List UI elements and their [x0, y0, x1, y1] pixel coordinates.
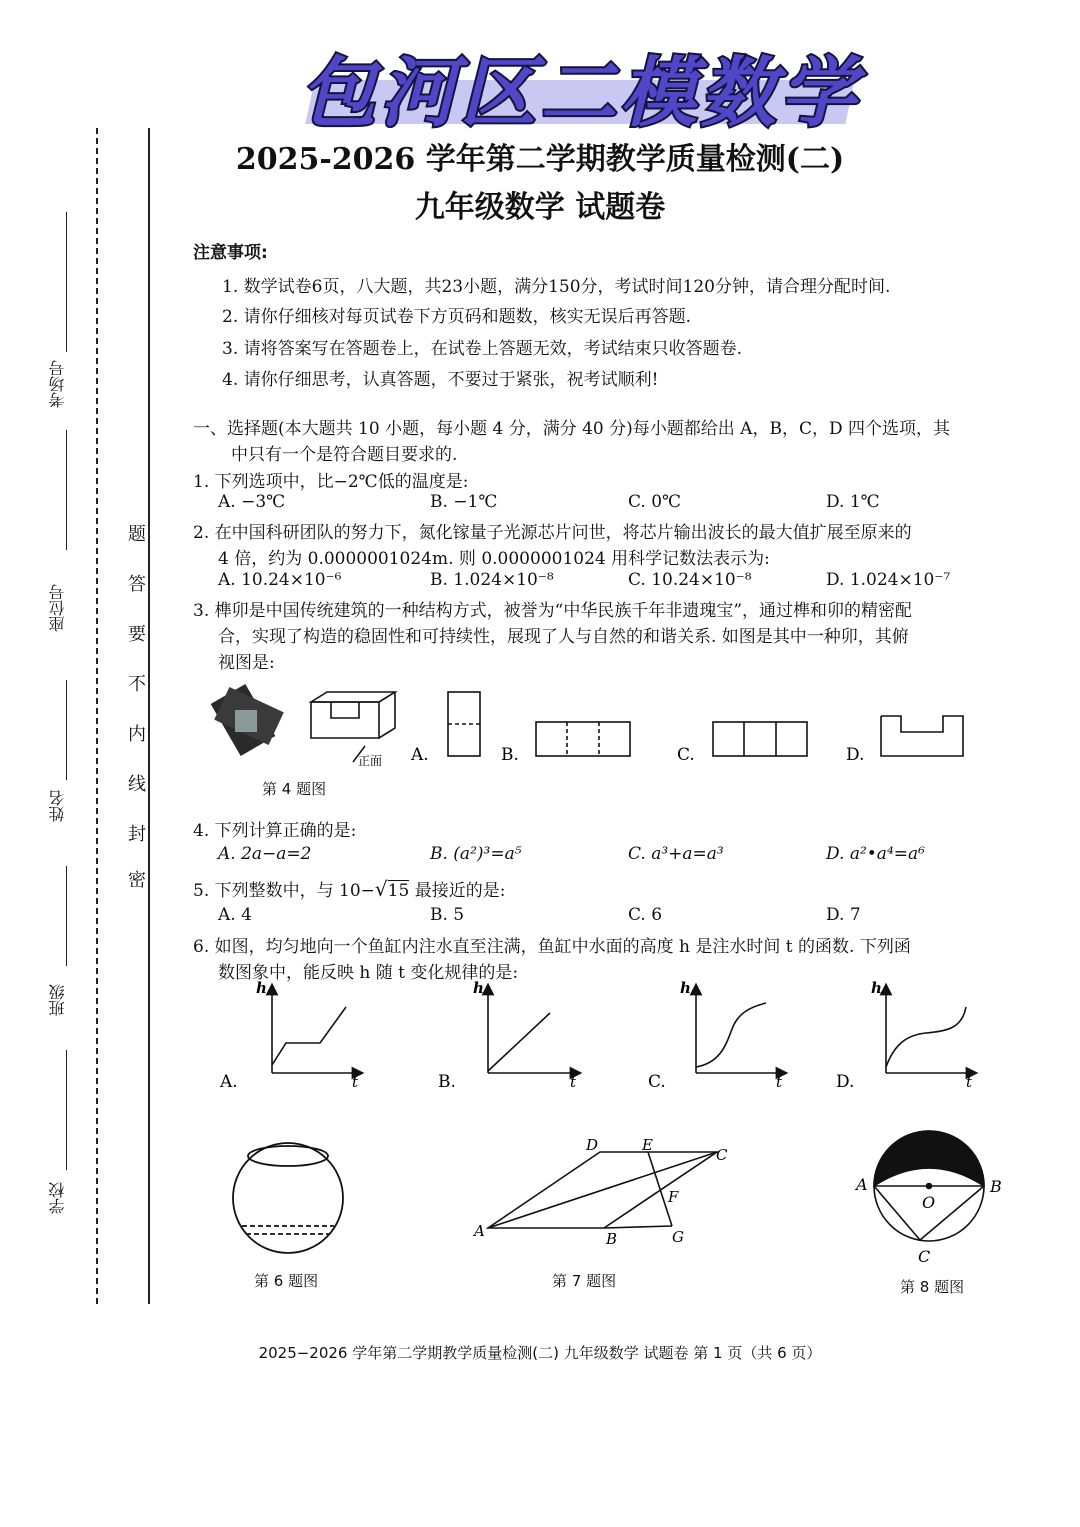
q6-graph-d: [886, 989, 972, 1073]
fish-tank-figure: [233, 1143, 343, 1253]
question-2-stem: 2. 在中国科研团队的努力下，氮化镓量子光源芯片问世，将芯片输出波长的最大值扩展至原来的: [193, 523, 912, 543]
question-3-stem-cont: 合，实现了构造的稳固性和可持续性，展现了人与自然的和谐关系. 如图是其中一种卯，其俯: [218, 627, 909, 647]
question-6-stem-cont: 数图象中，能反映 h 随 t 变化规律的是:: [218, 963, 519, 983]
fig8-point-o: O: [922, 1193, 936, 1212]
section-instructions: 一、选择题(本大题共 10 小题，每小题 4 分，满分 40 分)每小题都给出 A，B，C，D 四个选项，其: [193, 419, 950, 439]
q5-radicand: 15: [387, 881, 410, 901]
field-label-name: 姓名: [48, 790, 67, 822]
axis-h-label: h: [473, 979, 484, 997]
field-line-seat: [66, 430, 67, 550]
exam-subtitle: 九年级数学 试题卷: [414, 190, 666, 225]
q3-option-b-label: B.: [501, 745, 519, 765]
binding-solid-line: [148, 128, 150, 1304]
fig7-point-d: D: [586, 1136, 599, 1154]
seal-char: 不: [128, 674, 146, 695]
q4-option-d: D. a²•a⁴=a⁶: [826, 844, 925, 864]
field-label-class: 班级: [48, 984, 67, 1016]
notice-heading: 注意事项:: [193, 243, 268, 263]
question-6-graphs: [210, 975, 990, 1095]
q6-option-b-label: B.: [438, 1072, 456, 1092]
q3-option-d-label: D.: [846, 745, 865, 765]
fig7-point-a: A: [474, 1222, 485, 1240]
fig7-point-b: B: [606, 1230, 618, 1248]
q3-option-c-label: C.: [677, 745, 695, 765]
fig8-point-a: A: [856, 1175, 868, 1194]
fig8-point-b: B: [990, 1177, 1002, 1196]
q3-option-d-figure: [881, 716, 963, 756]
q5-option-c: C. 6: [628, 905, 663, 925]
fig7-point-e: E: [642, 1136, 653, 1154]
axis-t-label: t: [776, 1073, 783, 1091]
notice-item: 4. 请你仔细思考，认真答题，不要过于紧张，祝考试顺利!: [222, 370, 659, 390]
axis-h-label: h: [871, 979, 882, 997]
seal-char: 要: [128, 624, 146, 645]
q6-graph-a: [272, 989, 358, 1073]
q4-option-b: B. (a²)³=a⁵: [430, 844, 522, 864]
fig4-caption: 第 4 题图: [262, 780, 327, 798]
q4-option-c: C. a³+a=a³: [628, 844, 724, 864]
q5-option-d: D. 7: [826, 905, 861, 925]
q5-option-a: A. 4: [218, 905, 252, 925]
q6-graph-b: [488, 989, 576, 1073]
q6-graph-c: [696, 989, 782, 1073]
q1-option-c: C. 0℃: [628, 492, 682, 512]
q1-option-a: A. −3℃: [218, 492, 286, 512]
field-line-class: [66, 866, 67, 966]
binding-dashed-line: [96, 128, 98, 1304]
seal-char: 内: [128, 724, 146, 745]
notice-item: 2. 请你仔细核对每页试卷下方页码和题数，核实无误后再答题.: [222, 307, 692, 327]
banner: [300, 32, 860, 137]
fig8-point-c: C: [918, 1247, 931, 1266]
question-4-stem: 4. 下列计算正确的是:: [193, 821, 357, 841]
fig7-point-f: F: [668, 1188, 679, 1206]
field-label-school: 学校: [48, 1182, 67, 1214]
field-label-seat: 座位号: [48, 584, 67, 632]
sqrt-sign: √: [374, 877, 388, 901]
mortise-photo: [211, 684, 284, 756]
seal-char: 题: [128, 524, 146, 545]
front-label: 正面: [358, 754, 383, 768]
section-instructions-cont: 中只有一个是符合题目要求的.: [231, 445, 458, 465]
q3-option-a-figure: [448, 692, 480, 756]
u-block-3d: [311, 692, 395, 738]
q2-option-b: B. 1.024×10⁻⁸: [430, 570, 554, 590]
seal-char: 答: [128, 574, 146, 595]
parallelogram-figure: [488, 1152, 717, 1228]
axis-t-label: t: [352, 1073, 359, 1091]
exam-title: 2025-2026 学年第二学期教学质量检测(二): [235, 142, 845, 177]
q1-option-d: D. 1℃: [826, 492, 880, 512]
banner-title: 包河区二模数学: [300, 48, 860, 137]
question-3-figures: [205, 670, 985, 790]
question-2-stem-cont: 4 倍，约为 0.0000001024m. 则 0.0000001024 用科学记数法表示为:: [218, 549, 770, 569]
field-line-exam-room: [66, 212, 67, 352]
seal-char: 密: [128, 870, 146, 891]
q1-option-b: B. −1℃: [430, 492, 498, 512]
field-line-school: [66, 1050, 67, 1170]
fig7-caption: 第 7 题图: [552, 1272, 617, 1290]
question-5-stem: [193, 876, 505, 901]
q3-option-a-label: A.: [411, 745, 429, 765]
notice-item: 3. 请将答案写在答题卷上，在试卷上答题无效，考试结束只收答题卷.: [222, 339, 743, 359]
question-6-stem: 6. 如图，均匀地向一个鱼缸内注水直至注满，鱼缸中水面的高度 h 是注水时间 t 的函数. 下列函: [193, 937, 911, 957]
axis-h-label: h: [256, 979, 267, 997]
q6-option-d-label: D.: [836, 1072, 855, 1092]
seal-char: 线: [128, 774, 146, 795]
page-footer: 2025−2026 学年第二学期教学质量检测(二) 九年级数学 试题卷 第 1 页（共 6 页）: [258, 1344, 822, 1362]
axis-h-label: h: [680, 979, 691, 997]
notice-item: 1. 数学试卷6页，八大题，共23小题，满分150分，考试时间120分钟，请合理分配时间.: [222, 277, 891, 297]
fig6-caption: 第 6 题图: [254, 1272, 319, 1290]
field-line-name: [66, 680, 67, 780]
question-1-stem: 1. 下列选项中，比−2℃低的温度是:: [193, 472, 469, 492]
q2-option-c: C. 10.24×10⁻⁸: [628, 570, 752, 590]
q4-option-a: A. 2a−a=2: [218, 844, 312, 864]
question-3-stem-cont2: 视图是:: [218, 653, 275, 673]
seal-char: 封: [128, 824, 146, 845]
figures-6-7-8: [220, 1130, 1000, 1270]
q2-option-d: D. 1.024×10⁻⁷: [826, 570, 951, 590]
fig7-point-g: G: [672, 1228, 684, 1246]
q6-option-a-label: A.: [220, 1072, 238, 1092]
field-label-exam-room: 考场号: [48, 360, 67, 408]
q2-option-a: A. 10.24×10⁻⁶: [218, 570, 342, 590]
axis-t-label: t: [966, 1073, 973, 1091]
q3-option-c-figure: [713, 722, 807, 756]
q6-option-c-label: C.: [648, 1072, 666, 1092]
fig7-point-c: C: [716, 1146, 728, 1164]
fig8-caption: 第 8 题图: [900, 1278, 965, 1296]
q5-stem-pre: 5. 下列整数中，与 10−: [193, 881, 375, 901]
axis-t-label: t: [570, 1073, 577, 1091]
q5-stem-post: 最接近的是:: [409, 881, 506, 901]
question-3-stem: 3. 榫卯是中国传统建筑的一种结构方式，被誉为“中华民族千年非遗瑰宝”，通过榫和卯的精密配: [193, 601, 913, 621]
q5-option-b: B. 5: [430, 905, 465, 925]
circle-figure: [874, 1131, 984, 1241]
q3-option-b-figure: [536, 722, 630, 756]
